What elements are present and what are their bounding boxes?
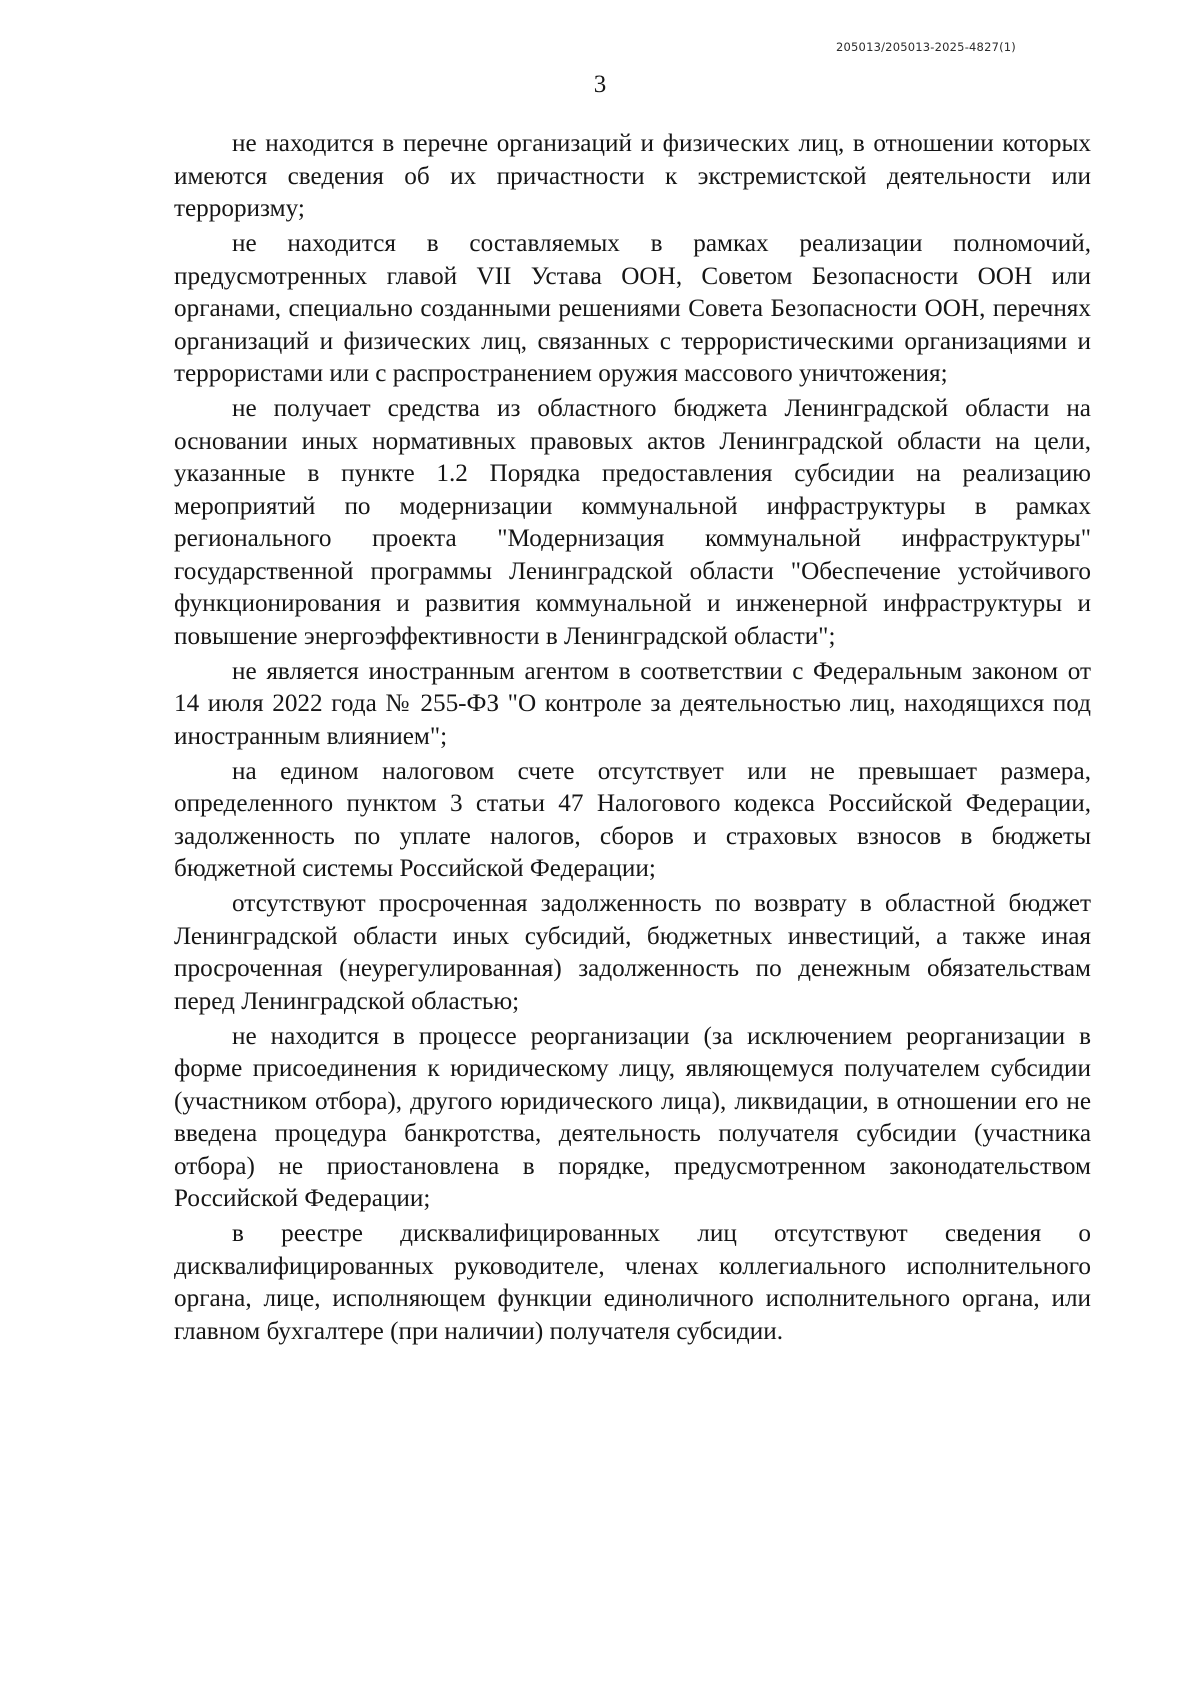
document-id: 205013/205013-2025-4827(1) xyxy=(836,40,1016,54)
paragraph-foreign-agent: не является иностранным агентом в соответствии с Федеральным законом от 14 июля 2022 года № 255-ФЗ "О контроле за деятельностью лиц, находящихся под иностранным влиянием"; xyxy=(174,657,1091,750)
document-body xyxy=(174,128,1091,1351)
paragraph-tax-debt: на едином налоговом счете отсутствует или не превышает размера, определенного пунктом 3 статьи 47 Налогового кодекса Российской Федерации, задолженность по уплате налогов, сборов и страховых взносов в бюджеты бюджетной системы Российской Федерации; xyxy=(174,757,1091,882)
paragraph-regional-budget-funds: не получает средства из областного бюджета Ленинградской области на основании иных нормативных правовых актов Ленинградской области на цели, указанные в пункте 1.2 Порядка предоставления субсидии на реализацию мероприятий по модернизации коммунальной инфраструктуры в рамках регионального проекта "Модернизация коммунальной инфраструктуры" государственной программы Ленинградской области "Обеспечение устойчивого функционирования и развития коммунальной и инженерной инфраструктуры и повышение энергоэффективности в Ленинградской области"; xyxy=(174,395,1091,650)
paragraph-un-sanctions-list: не находится в составляемых в рамках реализации полномочий, предусмотренных главой VII Устава ООН, Советом Безопасности ООН или органами, специально созданными решениями Совета Безопасности ООН, перечнях организаций и физических лиц, связанных с террористическими организациями и террористами или с распространением оружия массового уничтожения; xyxy=(174,230,1091,387)
page-number: 3 xyxy=(593,71,607,98)
paragraph-extremism-list: не находится в перечне организаций и физических лиц, в отношении которых имеются сведения об их причастности к экстремистской деятельности или терроризму; xyxy=(174,130,1091,222)
paragraph-overdue-debt: отсутствуют просроченная задолженность по возврату в областной бюджет Ленинградской области иных субсидий, бюджетных инвестиций, а также иная просроченная (неурегулированная) задолженность по денежным обязательствам перед Ленинградской областью; xyxy=(174,890,1091,1015)
paragraph-reorganization: не находится в процессе реорганизации (за исключением реорганизации в форме присоединения к юридическому лицу, являющемуся получателем субсидии (участником отбора), другого юридического лица), ликвидации, в отношении его не введена процедура банкротства, деятельность получателя субсидии (участника отбора) не приостановлена в порядке, предусмотренном законодательством Российской Федерации; xyxy=(174,1022,1091,1212)
paragraph-disqualified-persons: в реестре дисквалифицированных лиц отсутствуют сведения о дисквалифицированных руководителе, членах коллегиального исполнительного органа, лице, исполняющем функции единоличного исполнительного органа, или главном бухгалтере (при наличии) получателя субсидии. xyxy=(174,1220,1091,1345)
